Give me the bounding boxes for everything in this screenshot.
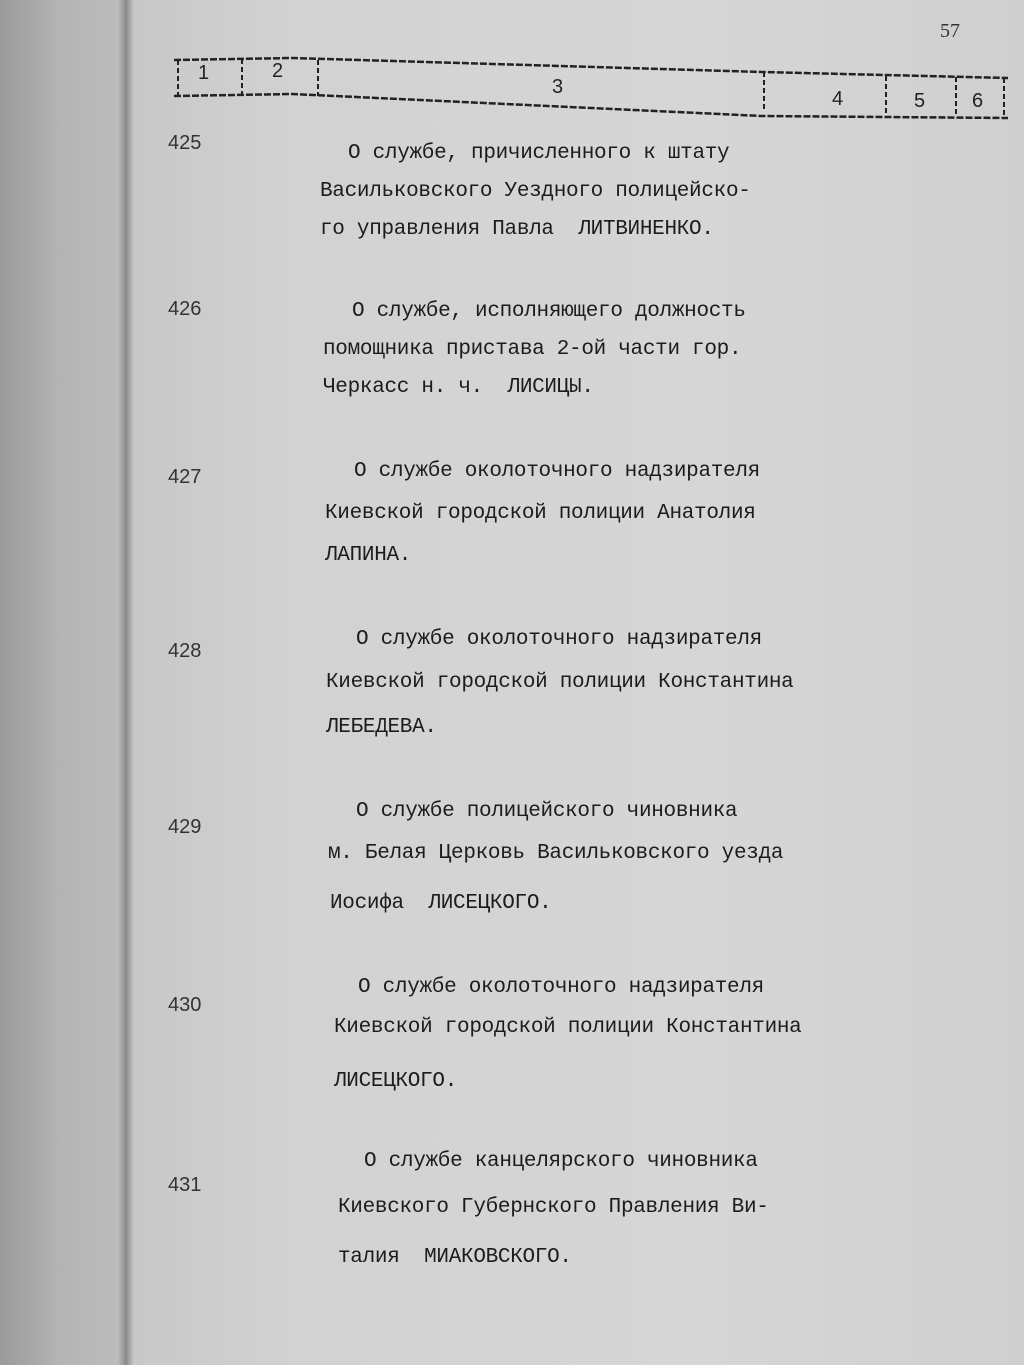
entry-number: 431 [168,1174,202,1196]
column-6: 6 [972,90,984,112]
entry-line: О службе, причисленного к штату [348,142,730,165]
entry-line: О службе околоточного надзирателя [354,460,760,483]
entry-line: О службе околоточного надзирателя [356,628,762,651]
column-5: 5 [914,90,926,112]
column-2: 2 [272,60,284,82]
entry-number: 428 [168,640,202,662]
column-header-row [172,50,1008,120]
entry-line: Черкасс н. ч. ЛИСИЦЫ. [323,376,594,399]
entry-line: О службе канцелярского чиновника [364,1150,758,1173]
entry-line: Киевского Губернского Правления Ви- [338,1196,769,1219]
entry-line: Васильковского Уездного полицейско- [320,180,751,203]
entry-line: Киевской городской полиции Константина [334,1016,802,1039]
entry-line: талия МИАКОВСКОГО. [338,1246,572,1269]
entry-line: О службе полицейского чиновника [356,800,738,823]
entry-line: помощника пристава 2-ой части гор. [323,338,742,361]
column-4: 4 [832,88,844,110]
entry-line: ЛЕБЕДЕВА. [326,716,437,739]
header-table-lines [172,50,1008,120]
entry-line: го управления Павла ЛИТВИНЕНКО. [320,218,714,241]
entry-line: О службе, исполняющего должность [352,300,746,323]
entry-line: Киевской городской полиции Константина [326,671,794,694]
entry-line: ЛИСЕЦКОГО. [334,1070,458,1093]
entry-number: 425 [168,132,202,154]
page-number: 57 [940,20,960,42]
entry-number: 430 [168,994,202,1016]
entry-line: Киевской городской полиции Анатолия [325,502,756,525]
column-1: 1 [198,62,210,84]
entry-line: ЛАПИНА. [325,544,412,567]
column-3: 3 [552,76,564,98]
entry-line: м. Белая Церковь Васильковского уезда [328,842,784,865]
entry-line: Иосифа ЛИСЕЦКОГО. [330,892,552,915]
entry-line: О службе околоточного надзирателя [358,976,764,999]
entry-number: 429 [168,816,202,838]
entry-number: 426 [168,298,202,320]
entry-number: 427 [168,466,202,488]
